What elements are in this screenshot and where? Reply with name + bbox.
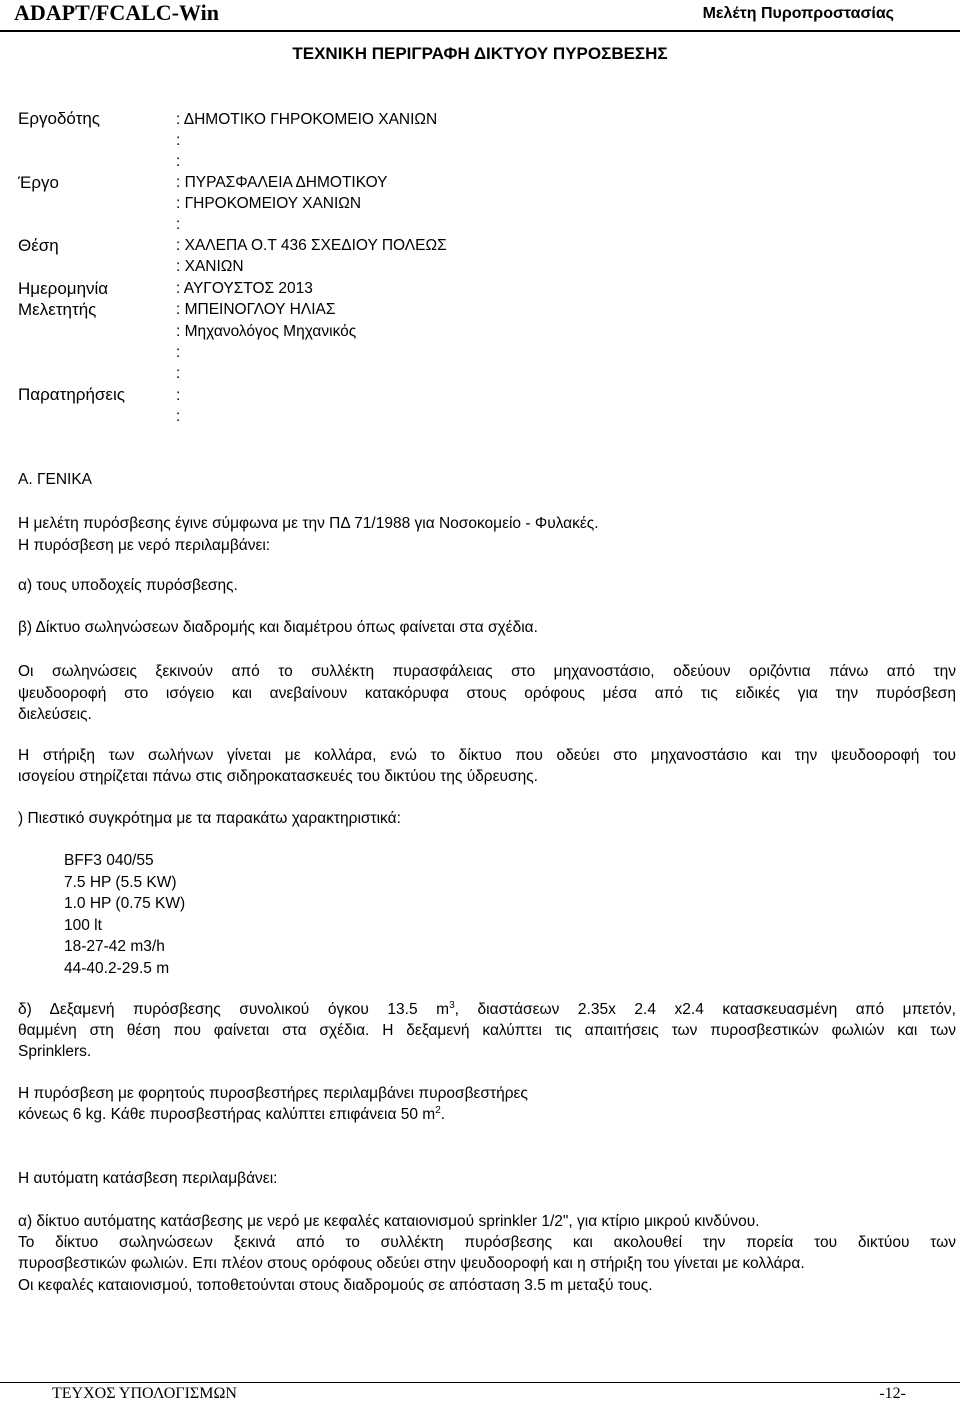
paragraph-2: Η πυρόσβεση με νερό περιλαμβάνει: [18,537,271,554]
location-label: Θέση [18,236,59,255]
section-title: Μελέτη Πυροπροστασίας [702,5,894,22]
extinguisher-line-1: Η πυρόσβεση με φορητούς πυροσβεστήρες περιλαμβάνει πυροσβεστήρες [18,1085,528,1102]
support-line-1: Η στήριξη των σωλήνων γίνεται με κολλάρα, ενώ το δίκτυο που οδεύει στο μηχανοστάσιο και την ψευδοοροφή του [18,747,956,764]
header-divider [0,30,960,32]
auto-line-3: πυροσβεστικών φωλιών. Επι πλέον στους ορόφους οδεύει στην ψευδοοροφή και η στήριξη του γίνεται με κολλάρα. [18,1255,805,1272]
extinguisher-line-2 [18,1104,445,1125]
spec-head: 44-40.2-29.5 m [64,960,170,977]
engineer-label: Μελετητής [18,300,97,319]
tank-line-2: θαμμένη στη θέση που φαίνεται στα σχέδια. Η δεξαμενή καλύπτει τις απαιτήσεις των πυροσβεστικών φωλιών και των [18,1022,956,1039]
extinguisher-text-b: . [440,1106,446,1123]
spec-flow: 18-27-42 m3/h [64,938,165,955]
spec-volume: 100 lt [64,917,102,934]
remarks-value: : [176,387,181,404]
footer-divider [0,1382,960,1383]
engineer-extra-1: : [176,344,181,361]
remarks-label: Παρατηρήσεις [18,385,125,404]
tank-superscript: 3 [449,1000,455,1011]
auto-line-2: Το δίκτυο σωληνώσεων ξεκινά από το συλλέκτη πυρόσβεσης και ακολουθεί την πορεία του δικτύου των [18,1234,956,1251]
pump-intro: ) Πιεστικό συγκρότημα με τα παρακάτω χαρακτηριστικά: [18,810,401,827]
location-value-2: : ΧΑΝΙΩΝ [176,258,244,275]
extinguisher-superscript: 2 [435,1105,441,1116]
spec-model: BFF3 040/55 [64,852,154,869]
employer-extra: : [176,132,181,149]
auto-line-1: α) δίκτυο αυτόματης κατάσβεσης με νερό με κεφαλές καταιονισμού sprinkler 1/2", για κτίριο μικρού κινδύνου. [18,1213,760,1230]
engineer-value-1: : ΜΠΕΙΝΟΓΛΟΥ ΗΛΙΑΣ [176,301,336,318]
tank-text-a: δ) Δεξαμενή πυρόσβεσης συνολικού όγκου 13.5 m [18,1001,450,1018]
support-line-2: ισογείου στηρίζεται πάνω στις σιδηροκατασκευές του δικτύου της ύδρευσης. [18,768,538,785]
auto-intro: Η αυτόματη κατάσβεση περιλαμβάνει: [18,1170,278,1187]
pipes-line-1: Οι σωληνώσεις ξεκινούν από το συλλέκτη πυρασφάλειας στο μηχανοστάσιο, οδεύουν οριζόντια πάνω από την [18,663,956,680]
project-value-2: : ΓΗΡΟΚΟΜΕΙΟΥ ΧΑΝΙΩΝ [176,195,362,212]
document-title: ΤΕΧΝΙΚΗ ΠΕΡΙΓΡΑΦΗ ΔΙΚΤΥΟΥ ΠΥΡΟΣΒΕΣΗΣ [292,44,668,63]
project-colon: : [176,153,181,170]
tank-text-b: , διαστάσεων 2.35x 2.4 x2.4 κατασκευασμένη από μπετόν, [454,1001,956,1018]
auto-line-4: Οι κεφαλές καταιονισμού, τοποθετούνται στους διαδρομούς σε απόσταση 3.5 m μεταξύ τους. [18,1277,653,1294]
item-a: α) τους υποδοχείς πυρόσβεσης. [18,577,238,594]
location-value-1: : ΧΑΛΕΠΑ Ο.Τ 436 ΣΧΕΔΙΟΥ ΠΟΛΕΩΣ [176,237,447,254]
date-label: Ημερομηνία [18,279,109,298]
project-extra: : [176,216,181,233]
tank-line-1 [18,999,956,1020]
extinguisher-text-a: κόνεως 6 kg. Κάθε πυροσβεστήρας καλύπτει επιφάνεια 50 m [18,1106,436,1123]
spec-jockey-power: 1.0 HP (0.75 KW) [64,895,186,912]
page-number: -12- [879,1385,906,1402]
spec-main-power: 7.5 HP (5.5 KW) [64,874,177,891]
project-value-1: : ΠΥΡΑΣΦΑΛΕΙΑ ΔΗΜΟΤΙΚΟΥ [176,174,388,191]
date-value: : ΑΥΓΟΥΣΤΟΣ 2013 [176,280,313,297]
project-label: Έργο [18,173,59,192]
engineer-value-2: : Μηχανολόγος Μηχανικός [176,323,357,340]
remarks-extra: : [176,408,181,425]
pipes-line-2: ψευδοοροφή στο ισόγειο και ανεβαίνουν κατακόρυφα στους ορόφους μέσα από τις ειδικές για την πυρόσβεση [18,685,956,702]
footer-label: ΤΕΥΧΟΣ ΥΠΟΛΟΓΙΣΜΩΝ [52,1385,237,1402]
pipes-line-3: διελεύσεις. [18,706,92,723]
engineer-extra-2: : [176,365,181,382]
tank-line-3: Sprinklers. [18,1043,92,1060]
section-a-heading: Α. ΓΕΝΙΚΑ [18,471,93,488]
employer-label: Εργοδότης [18,109,101,128]
paragraph-1: Η μελέτη πυρόσβεσης έγινε σύμφωνα με την ΠΔ 71/1988 για Νοσοκομείο - Φυλακές. [18,515,599,532]
app-title: ADAPT/FCALC-Win [14,0,219,25]
employer-value: : ΔΗΜΟΤΙΚΟ ΓΗΡΟΚΟΜΕΙΟ ΧΑΝΙΩΝ [176,111,438,128]
item-b: β) Δίκτυο σωληνώσεων διαδρομής και διαμέτρου όπως φαίνεται στα σχέδια. [18,619,538,636]
